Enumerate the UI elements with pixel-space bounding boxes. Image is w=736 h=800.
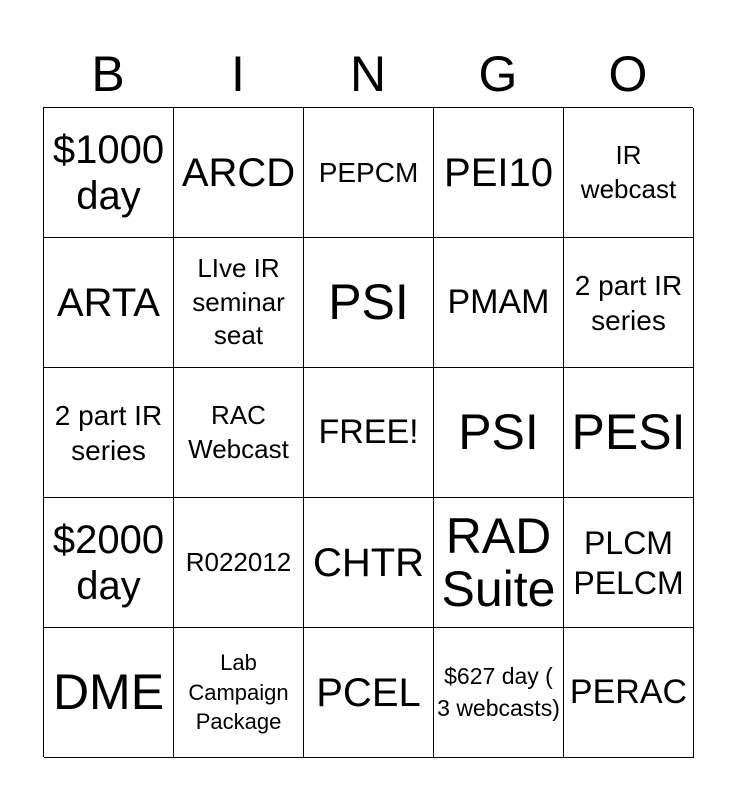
bingo-cell-r4c2[interactable] bbox=[174, 498, 304, 628]
cell-label: PERAC bbox=[569, 673, 688, 712]
cell-label: $627 day ( 3 webcasts) bbox=[437, 663, 560, 721]
bingo-cell-r1c2[interactable] bbox=[174, 108, 304, 238]
bingo-cell-r2c4[interactable] bbox=[434, 238, 564, 368]
cell-label: ARTA bbox=[57, 280, 160, 325]
cell-label: PMAM bbox=[447, 283, 550, 322]
bingo-cell-r5c2[interactable] bbox=[174, 628, 304, 758]
cell-label: PSI bbox=[328, 274, 409, 331]
bingo-cell-r3c3-free-space[interactable] bbox=[304, 368, 434, 498]
bingo-cell-r4c4[interactable] bbox=[434, 498, 564, 628]
cell-label: PSI bbox=[458, 404, 539, 461]
bingo-cell-r5c1[interactable] bbox=[44, 628, 174, 758]
cell-label: RAC Webcast bbox=[188, 399, 289, 464]
cell-label: PESI bbox=[571, 404, 686, 461]
bingo-cell-r4c3[interactable] bbox=[304, 498, 434, 628]
header-letter-i: I bbox=[231, 46, 245, 102]
bingo-cell-r1c1[interactable] bbox=[44, 108, 174, 238]
header-letter-b: B bbox=[91, 46, 125, 102]
bingo-cell-r2c3[interactable] bbox=[304, 238, 434, 368]
bingo-cell-r4c1[interactable] bbox=[44, 498, 174, 628]
cell-label: ARCD bbox=[181, 150, 296, 195]
header-letter-o: O bbox=[608, 46, 648, 102]
cell-label: DME bbox=[52, 664, 165, 721]
cell-label: PCEL bbox=[316, 670, 421, 715]
cell-label: PLCM PELCM bbox=[573, 524, 684, 601]
bingo-cell-r5c5[interactable] bbox=[564, 628, 694, 758]
bingo-cell-r3c5[interactable] bbox=[564, 368, 694, 498]
header-letter-n: N bbox=[349, 46, 387, 102]
bingo-cell-r5c4[interactable] bbox=[434, 628, 564, 758]
cell-label: LIve IR seminar seat bbox=[192, 252, 285, 351]
bingo-cell-r5c3[interactable] bbox=[304, 628, 434, 758]
cell-label: PEPCM bbox=[318, 157, 419, 188]
cell-label: RAD Suite bbox=[441, 508, 556, 617]
bingo-cell-r3c1[interactable] bbox=[44, 368, 174, 498]
cell-label: $1000 day bbox=[52, 127, 165, 218]
cell-label: IR webcast bbox=[580, 139, 677, 204]
cell-label: $2000 day bbox=[52, 517, 165, 608]
bingo-board bbox=[43, 107, 693, 757]
cell-label: 2 part IR series bbox=[574, 269, 683, 336]
bingo-cell-r4c5[interactable] bbox=[564, 498, 694, 628]
bingo-cell-r1c3[interactable] bbox=[304, 108, 434, 238]
cell-label: PEI10 bbox=[444, 150, 553, 195]
cell-label: 2 part IR series bbox=[54, 399, 163, 466]
bingo-cell-r1c4[interactable] bbox=[434, 108, 564, 238]
bingo-cell-r2c5[interactable] bbox=[564, 238, 694, 368]
bingo-cell-r2c1[interactable] bbox=[44, 238, 174, 368]
bingo-cell-r1c5[interactable] bbox=[564, 108, 694, 238]
bingo-cell-r3c4[interactable] bbox=[434, 368, 564, 498]
cell-label: Lab Campaign Package bbox=[188, 649, 289, 735]
header-letter-g: G bbox=[478, 46, 518, 102]
cell-label: FREE! bbox=[318, 413, 419, 452]
bingo-cell-r2c2[interactable] bbox=[174, 238, 304, 368]
cell-label: R022012 bbox=[185, 546, 292, 577]
cell-label: CHTR bbox=[312, 540, 425, 585]
bingo-cell-r3c2[interactable] bbox=[174, 368, 304, 498]
bingo-header bbox=[43, 40, 693, 108]
